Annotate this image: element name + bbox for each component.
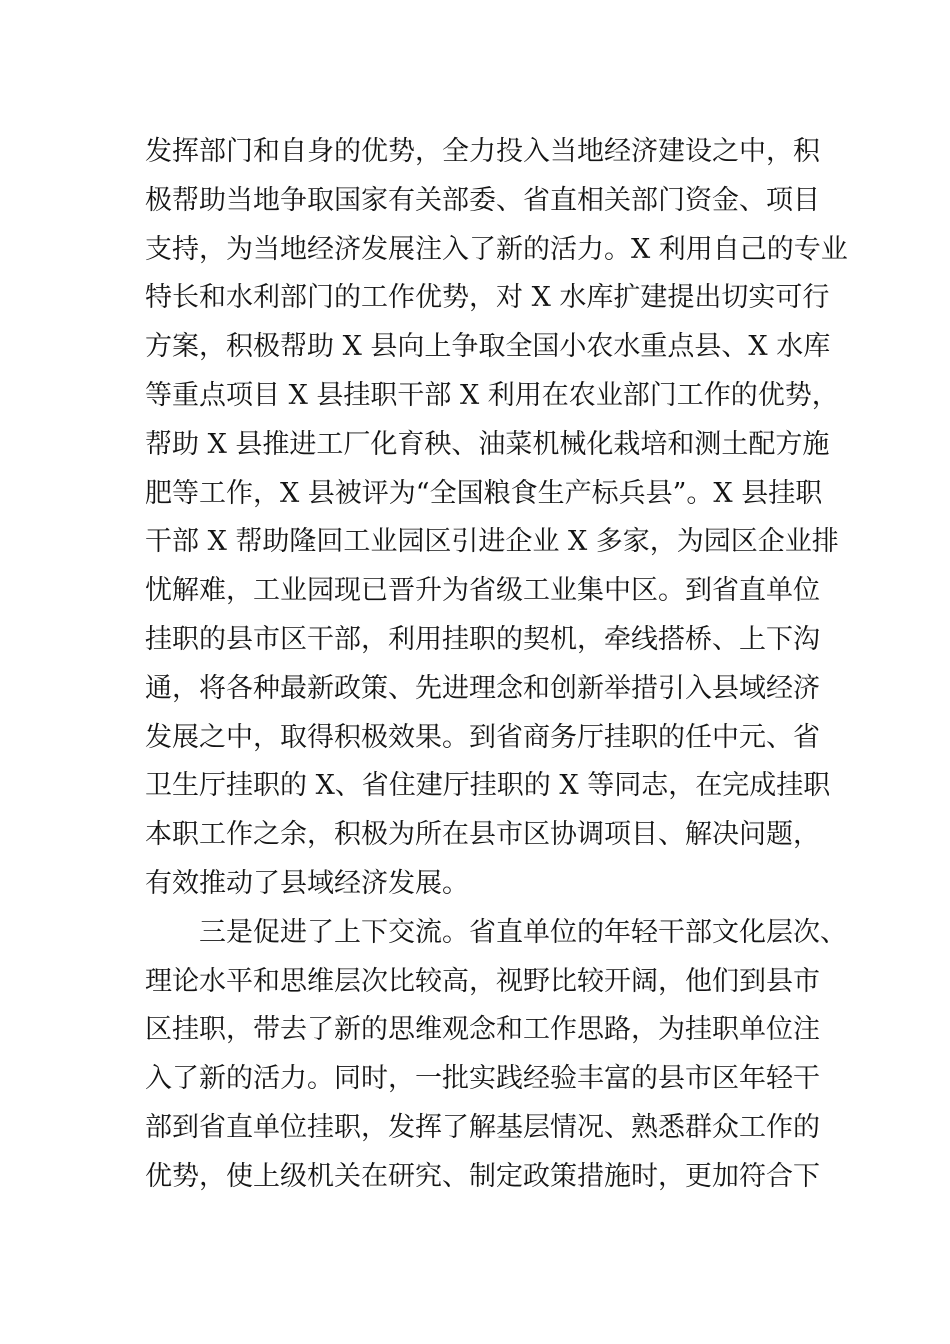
text-line: 卫生厅挂职的 X、省住建厅挂职的 X 等同志，在完成挂职	[145, 770, 831, 802]
text-line: 本职工作之余，积极为所在县市区协调项目、解决问题，	[145, 819, 820, 851]
text-line: 等重点项目 X 县挂职干部 X 利用在农业部门工作的优势，	[145, 379, 839, 411]
text-line: 三是促进了上下交流。省直单位的年轻干部文化层次、	[199, 916, 847, 948]
text-line: 干部 X 帮助隆回工业园区引进企业 X 多家，为园区企业排	[145, 526, 839, 558]
text-line: 挂职的县市区干部，利用挂职的契机，牵线搭桥、上下沟	[145, 623, 820, 655]
text-line: 特长和水利部门的工作优势，对 X 水库扩建提出切实可行	[145, 282, 830, 314]
text-line: 支持，为当地经济发展注入了新的活力。X 利用自己的专业	[145, 233, 848, 265]
body-text	[145, 128, 848, 1202]
text-line: 有效推动了县域经济发展。	[145, 867, 469, 899]
text-line: 区挂职，带去了新的思维观念和工作思路，为挂职单位注	[145, 1014, 820, 1046]
text-line: 发展之中，取得积极效果。到省商务厅挂职的任中元、省	[145, 721, 820, 753]
text-line: 部到省直单位挂职，发挥了解基层情况、熟悉群众工作的	[145, 1111, 820, 1143]
text-line: 优势，使上级机关在研究、制定政策措施时，更加符合下	[145, 1160, 820, 1192]
text-line: 通，将各种最新政策、先进理念和创新举措引入县域经济	[145, 672, 820, 704]
text-line: 入了新的活力。同时，一批实践经验丰富的县市区年轻干	[145, 1063, 820, 1095]
text-line: 极帮助当地争取国家有关部委、省直相关部门资金、项目	[145, 184, 820, 216]
text-line: 发挥部门和自身的优势，全力投入当地经济建设之中，积	[145, 136, 820, 167]
text-line: 忧解难，工业园现已晋升为省级工业集中区。到省直单位	[145, 575, 820, 607]
text-line: 肥等工作，X 县被评为“全国粮食生产标兵县”。X 县挂职	[145, 477, 823, 509]
text-line: 帮助 X 县推进工厂化育秧、油菜机械化栽培和测土配方施	[145, 428, 830, 460]
text-line: 理论水平和思维层次比较高，视野比较开阔，他们到县市	[145, 965, 820, 997]
text-line: 方案，积极帮助 X 县向上争取全国小农水重点县、X 水库	[145, 331, 831, 363]
